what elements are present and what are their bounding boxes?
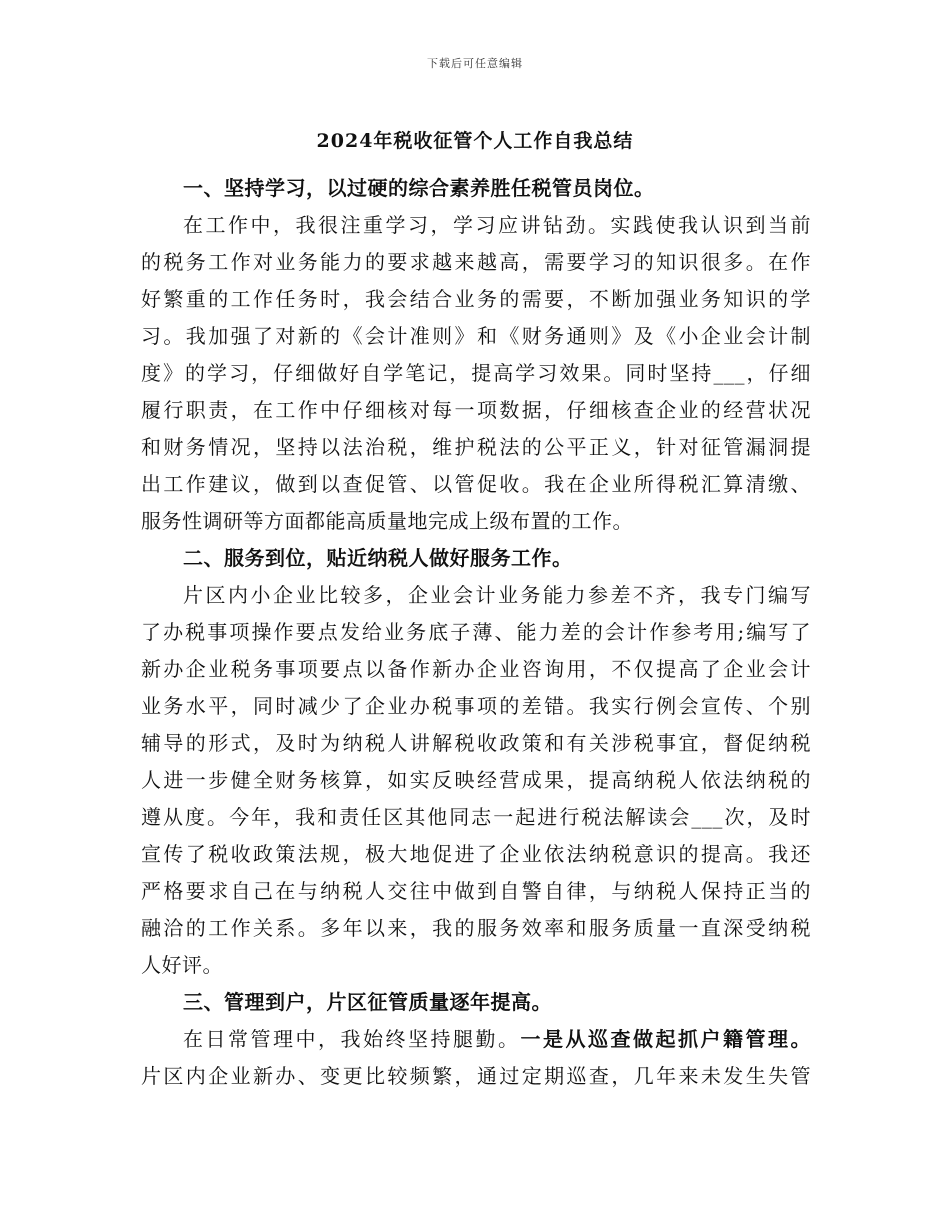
paragraph-line: 的税务工作对业务能力的要求越来越高，需要学习的知识很多。在作 [141,250,811,274]
paragraph-line: 业务水平，同时减少了企业办税事项的差错。我实行例会宣传、个别 [141,694,811,718]
paragraph-line: 了办税事项操作要点发给业务底子薄、能力差的会计作参考用;编写了 [141,620,811,644]
emphasis-text: 一是从巡查做起抓户籍管理。 [520,1027,811,1051]
section-heading-2: 二、服务到位，贴近纳税人做好服务工作。 [183,546,573,570]
document-body [141,170,811,1095]
paragraph-line: 在工作中，我很注重学习，学习应讲钻劲。实践使我认识到当前 [183,213,811,237]
paragraph-line: 度》的学习，仔细做好自学笔记，提高学习效果。同时坚持___，仔细 [141,361,811,385]
paragraph-line: 片区内小企业比较多，企业会计业务能力参差不齐，我专门编写 [183,583,811,607]
paragraph-line: 严格要求自己在与纳税人交往中做到自警自律，与纳税人保持正当的 [141,879,811,903]
section-heading-1: 一、坚持学习，以过硬的综合素养胜任税管员岗位。 [183,176,655,200]
paragraph-line: 片区内企业新办、变更比较频繁，通过定期巡查，几年来未发生失管 [141,1064,811,1088]
document-title: 2024年税收征管个人工作自我总结 [316,130,634,152]
paragraph-line: 新办企业税务事项要点以备作新办企业咨询用，不仅提高了企业会计 [141,657,811,681]
paragraph-line: 履行职责，在工作中仔细核对每一项数据，仔细核查企业的经营状况 [141,398,811,422]
paragraph-line: 人好评。 [141,953,223,977]
paragraph-text: 在日常管理中，我始终坚持腿勤。 [183,1027,521,1051]
paragraph-line: 人进一步健全财务核算，如实反映经营成果，提高纳税人依法纳税的 [141,768,811,792]
paragraph-line [141,1021,811,1058]
paragraph-line: 和财务情况，坚持以法治税，维护税法的公平正义，针对征管漏洞提 [141,435,811,459]
paragraph-line: 服务性调研等方面都能高质量地完成上级布置的工作。 [141,509,633,533]
paragraph-line: 习。我加强了对新的《会计准则》和《财务通则》及《小企业会计制 [141,324,811,348]
paragraph-line: 融洽的工作关系。多年以来，我的服务效率和服务质量一直深受纳税 [141,916,811,940]
header-note: 下载后可任意编辑 [427,57,523,70]
paragraph-line: 辅导的形式，及时为纳税人讲解税收政策和有关涉税事宜，督促纳税 [141,731,811,755]
paragraph-line: 好繁重的工作任务时，我会结合业务的需要，不断加强业务知识的学 [141,287,811,311]
paragraph-line: 出工作建议，做到以查促管、以管促收。我在企业所得税汇算清缴、 [141,472,811,496]
section-heading-3: 三、管理到户，片区征管质量逐年提高。 [183,990,552,1014]
paragraph-line: 宣传了税收政策法规，极大地促进了企业依法纳税意识的提高。我还 [141,842,811,866]
paragraph-line: 遵从度。今年，我和责任区其他同志一起进行税法解读会___次，及时 [141,805,811,829]
